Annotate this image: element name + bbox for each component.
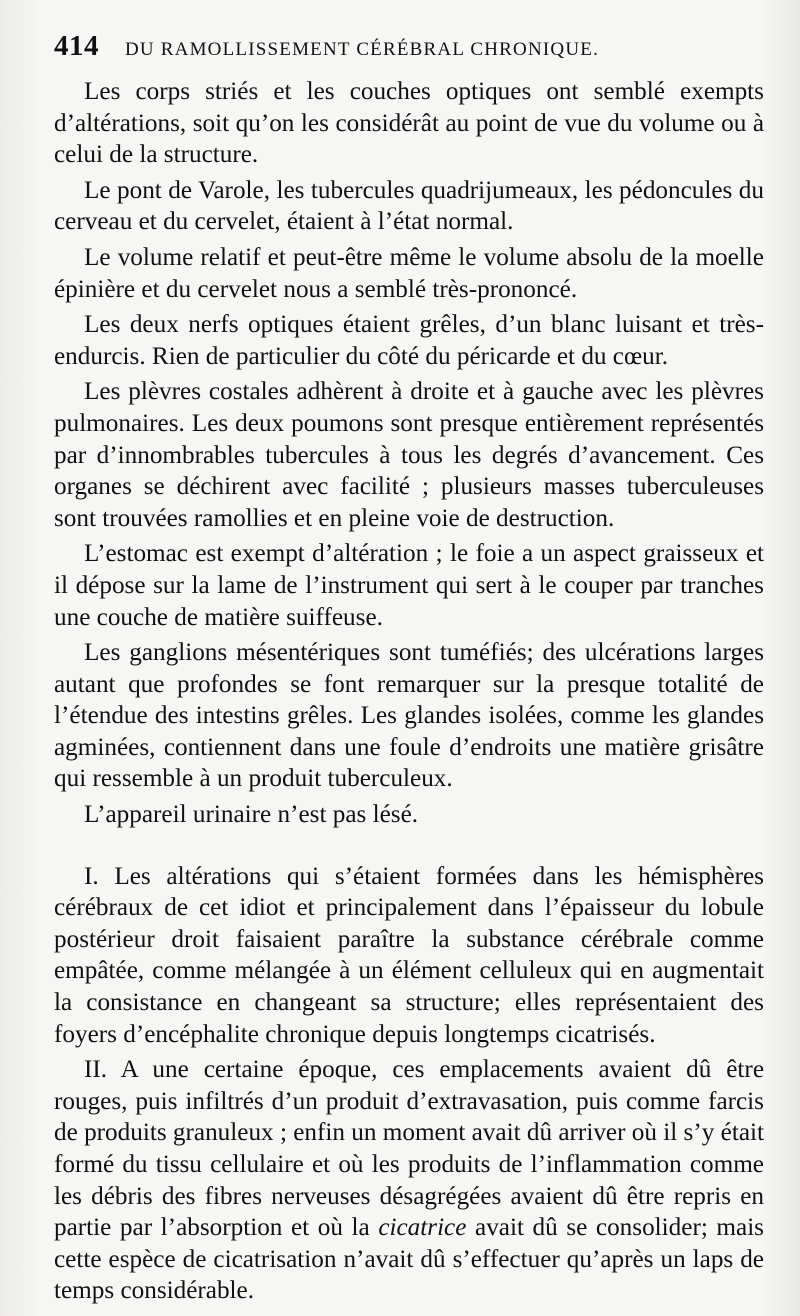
paragraph-estomac: L’estomac est exempt d’altération ; le foie a un aspect graisseux et il dépose sur la lame de l’instrument qui sert à le couper par tranches une couche de matière suiffeuse.: [54, 540, 764, 631]
conclusion-two: [54, 1054, 764, 1307]
section-gap: [54, 835, 764, 861]
emphasis-cicatrice: cicatrice: [378, 1214, 467, 1242]
paragraph-ganglions: Les ganglions mésentériques sont tuméfiés; des ulcérations larges autant que profondes se font remarquer sur la presque totalité de l’étendue des intestins grêles. Les glandes isolées, comme les glandes agminées, contiennent dans une foule d’endroits une matière grisâtre qui ressemble à un produit tuberculeux.: [54, 639, 764, 793]
conclusion-one: I. Les altérations qui s’étaient formées dans les hémisphères cérébraux de cet idiot et principalement dans l’épaisseur du lobule postérieur droit faisaient paraître la substance cérébrale comme empâtée, comme mélangée à un élément celluleux qui en augmentait la consistance en changeant sa structure; elles représentaient des foyers d’encéphalite chronique depuis longtemps cicatrisés.: [54, 862, 764, 1048]
page-header: [54, 30, 764, 76]
paragraph-appareil-urinaire: L’appareil urinaire n’est pas lésé.: [84, 801, 419, 829]
page-number: 414: [54, 30, 99, 62]
paragraph-nerfs-optiques: Les deux nerfs optiques étaient grêles, d’un blanc luisant et très-endurcis. Rien de particulier du côté du péricarde et du cœur.: [54, 311, 764, 370]
conclusion-two-text: II. A une certaine époque, ces emplacements avaient dû être rouges, puis infiltrés d’un produit d’extravasation, puis comme farcis de produits granuleux ; enfin un moment avait dû arriver où il s’y était formé du tissu cellulaire et où les produits de l’inflammation comme les débris des fibres nerveuses désagrégées avaient dû être repris en partie par l’absorption et où la cicatrice avait dû se consolider; mais cette espèce de cicatrisation n’avait dû s’effectuer qu’après un laps de temps considérable.: [54, 1056, 764, 1305]
paragraph-volume-moelle: Le volume relatif et peut-être même le volume absolu de la moelle épinière et du cervelet nous a semblé très-prononcé.: [54, 243, 764, 303]
paragraph-pont-de-varole: Le pont de Varole, les tubercules quadrijumeaux, les pédoncules du cerveau et du cervelet, étaient à l’état normal.: [54, 176, 764, 236]
paragraph-plevres: Les plèvres costales adhèrent à droite et à gauche avec les plèvres pulmonaires. Les deux poumons sont presque entièrement représentés par d’innombrables tubercules à tous les degrés d’avancement. Ces organes se déchirent avec facilité ; plusieurs masses tuberculeuses sont trouvées ramollies et en pleine voie de destruction.: [54, 378, 764, 532]
paragraph-corps-stries: Les corps striés et les couches optiques ont semblé exempts d’altérations, soit qu’on les considérât au point de vue du volume ou à celui de la structure.: [54, 78, 764, 169]
running-head: DU RAMOLLISSEMENT CÉRÉBRAL CHRONIQUE.: [125, 39, 600, 60]
body-text: [54, 76, 764, 1307]
